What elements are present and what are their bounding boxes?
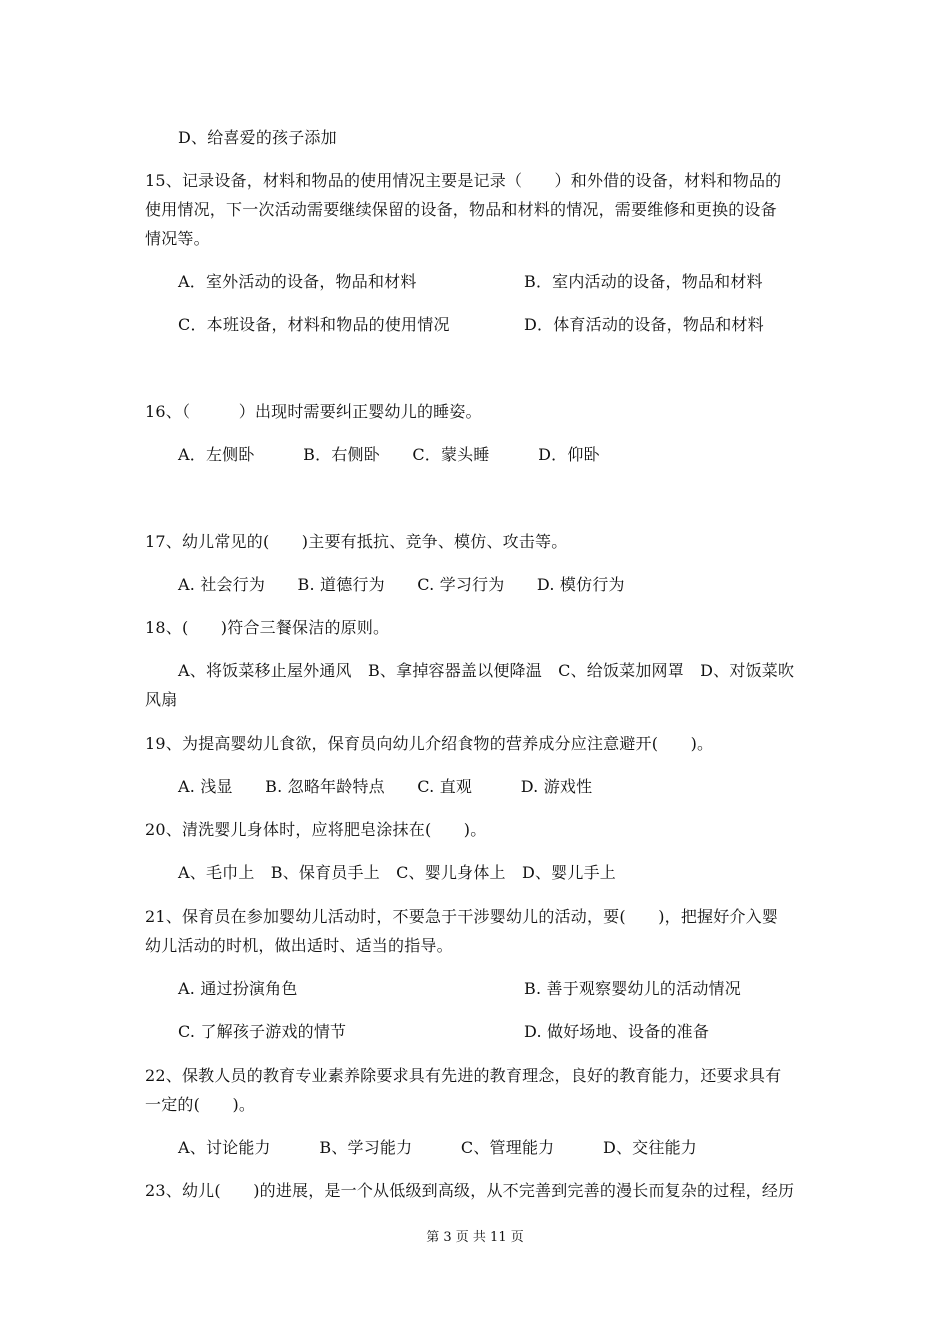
q21-stem-line-2: 幼儿活动的时机，做出适时、适当的指导。 bbox=[145, 936, 453, 955]
q15-stem-line-1: 15、记录设备，材料和物品的使用情况主要是记录（ ）和外借的设备，材料和物品的 bbox=[145, 171, 782, 190]
q21-option-c: C. 了解孩子游戏的情节 bbox=[178, 1022, 347, 1041]
q21-option-a: A. 通过扮演角色 bbox=[178, 979, 298, 998]
q18-options-line-1: A、将饭菜移止屋外通风 B、拿掉容器盖以便降温 C、给饭菜加网罩 D、对饭菜吹 bbox=[178, 661, 795, 680]
q19-stem: 19、为提高婴幼儿食欲，保育员向幼儿介绍食物的营养成分应注意避开( )。 bbox=[145, 734, 714, 753]
q15-stem-line-2: 使用情况，下一次活动需要继续保留的设备，物品和材料的情况，需要维修和更换的设备 bbox=[145, 200, 777, 219]
q17-stem: 17、幼儿常见的( )主要有抵抗、竞争、模仿、攻击等。 bbox=[145, 532, 568, 551]
q20-stem: 20、清洗婴儿身体时，应将肥皂涂抹在( )。 bbox=[145, 820, 487, 839]
q15-option-b: B．室内活动的设备，物品和材料 bbox=[524, 272, 763, 291]
q18-options-line-2: 风扇 bbox=[145, 690, 178, 709]
q14-option-d: D、给喜爱的孩子添加 bbox=[178, 128, 337, 147]
q15-stem-line-3: 情况等。 bbox=[145, 229, 210, 248]
q22-options: A、讨论能力 B、学习能力 C、管理能力 D、交往能力 bbox=[178, 1138, 697, 1157]
q21-option-d: D. 做好场地、设备的准备 bbox=[524, 1022, 710, 1041]
q18-stem: 18、( )符合三餐保洁的原则。 bbox=[145, 618, 390, 637]
q19-options: A. 浅显 B. 忽略年龄特点 C. 直观 D. 游戏性 bbox=[178, 777, 593, 796]
q15-option-a: A．室外活动的设备，物品和材料 bbox=[178, 272, 417, 291]
q22-stem-line-2: 一定的( )。 bbox=[145, 1095, 256, 1114]
q15-option-d: D．体育活动的设备，物品和材料 bbox=[524, 315, 764, 334]
q22-stem-line-1: 22、保教人员的教育专业素养除要求具有先进的教育理念，良好的教育能力，还要求具有 bbox=[145, 1066, 782, 1085]
q15-option-c: C．本班设备，材料和物品的使用情况 bbox=[178, 315, 450, 334]
q16-stem: 16、（ ）出现时需要纠正婴幼儿的睡姿。 bbox=[145, 402, 482, 421]
q21-stem-line-1: 21、保育员在参加婴幼儿活动时，不要急于干涉婴幼儿的活动，要( )，把握好介入婴 bbox=[145, 907, 779, 926]
page-number-footer: 第 3 页 共 11 页 bbox=[426, 1230, 524, 1245]
q21-option-b: B. 善于观察婴幼儿的活动情况 bbox=[524, 979, 741, 998]
q23-stem-line-1: 23、幼儿( )的进展，是一个从低级到高级，从不完善到完善的漫长而复杂的过程，经历 bbox=[145, 1181, 795, 1200]
q17-options: A. 社会行为 B. 道德行为 C. 学习行为 D. 模仿行为 bbox=[178, 575, 625, 594]
q20-options: A、毛巾上 B、保育员手上 C、婴儿身体上 D、婴儿手上 bbox=[178, 863, 616, 882]
q16-options: A．左侧卧 B．右侧卧 C．蒙头睡 D．仰卧 bbox=[178, 445, 600, 464]
